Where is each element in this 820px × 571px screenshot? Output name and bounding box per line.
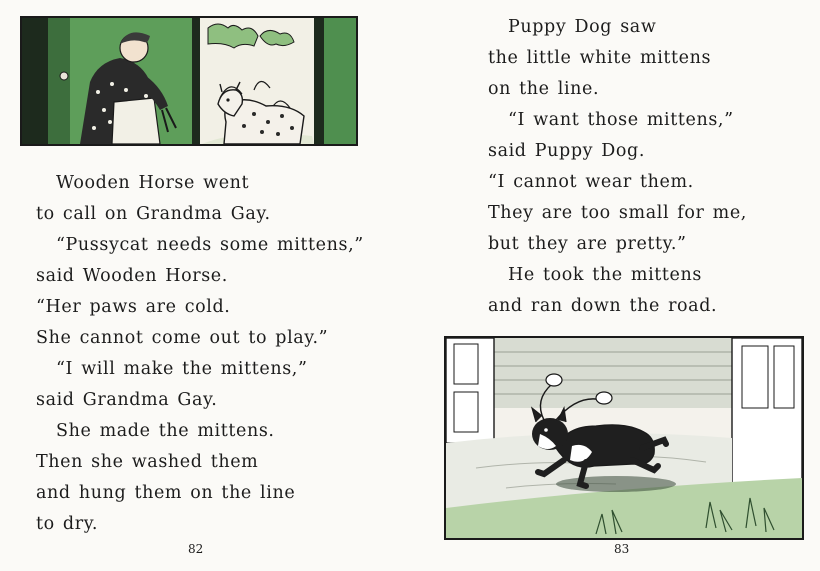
text-line: “I cannot wear them. [488, 172, 694, 192]
right-page [410, 0, 820, 571]
text-line: to call on Grandma Gay. [36, 204, 271, 224]
text-line: Puppy Dog saw [508, 17, 657, 37]
text-line: said Wooden Horse. [36, 266, 228, 286]
text-line: to dry. [36, 514, 99, 534]
text-line: She cannot come out to play.” [36, 328, 329, 348]
grandma-at-door-with-wooden-horse-illustration [22, 18, 356, 144]
text-line: “I want those mittens,” [508, 110, 734, 130]
text-line: the little white mittens [488, 48, 712, 68]
text-line: “I will make the mittens,” [56, 359, 308, 379]
text-line: but they are pretty.” [488, 234, 687, 254]
text-line: They are too small for me, [488, 203, 747, 223]
text-line: and ran down the road. [488, 296, 718, 316]
text-line: on the line. [488, 79, 600, 99]
left-page-text [36, 168, 364, 540]
page-number: 83 [614, 542, 630, 556]
text-line: “Her paws are cold. [36, 297, 231, 317]
grandma-at-door-illustration [20, 16, 358, 146]
text-line: She made the mittens. [56, 421, 275, 441]
text-line: Wooden Horse went [56, 173, 250, 193]
text-line: said Grandma Gay. [36, 390, 218, 410]
right-page-text [488, 12, 747, 322]
text-line: Then she washed them [36, 452, 259, 472]
page-number: 82 [188, 542, 204, 556]
text-line: “Pussycat needs some mittens,” [56, 235, 364, 255]
puppy-running-illustration [444, 336, 804, 540]
text-line: said Puppy Dog. [488, 141, 646, 161]
text-line: and hung them on the line [36, 483, 296, 503]
text-line: He took the mittens [508, 265, 702, 285]
puppy-running-with-mittens-illustration [446, 338, 802, 538]
